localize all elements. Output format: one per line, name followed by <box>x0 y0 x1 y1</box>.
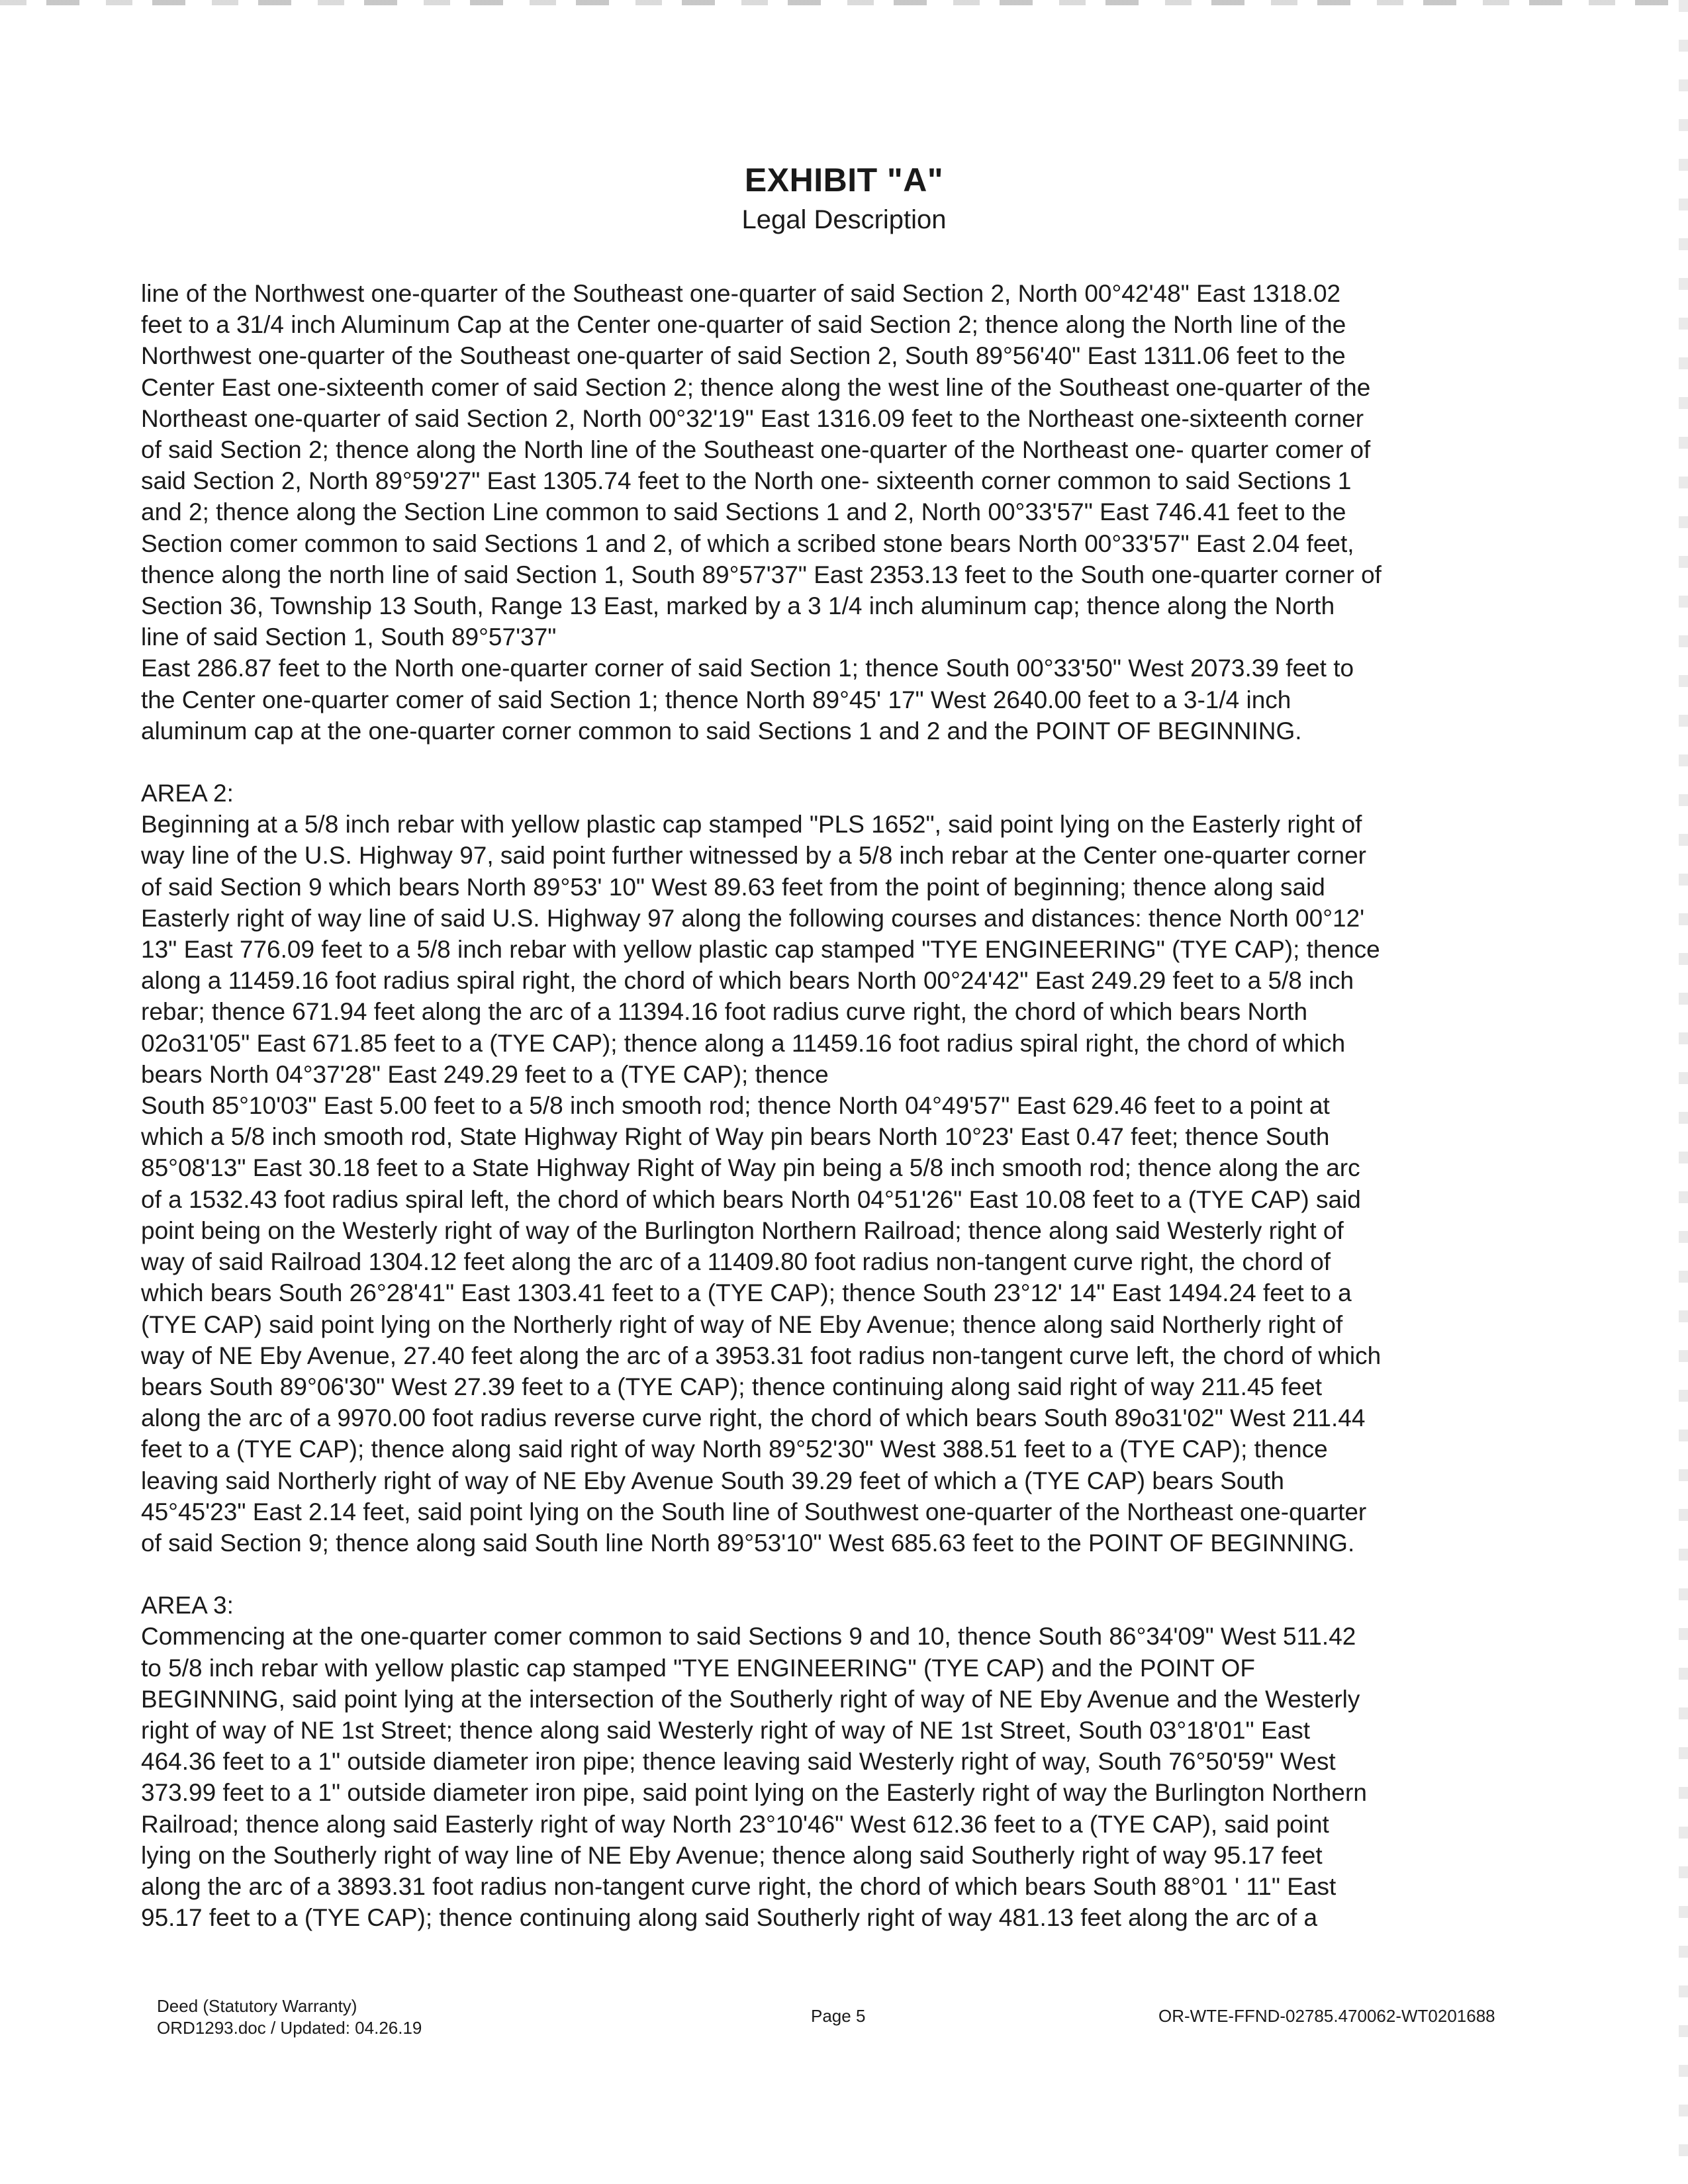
scan-artifact-top <box>0 0 1688 5</box>
text-line: said Section 2, North 89°59'27" East 1305.74 feet to the North one- sixteenth corner common to said Sections 1 <box>141 467 1352 495</box>
text-line: South 85°10'03" East 5.00 feet to a 5/8 inch smooth rod; thence North 04°49'57" East 629.46 feet to a point at <box>141 1092 1330 1120</box>
text-line: feet to a (TYE CAP); thence along said right of way North 89°52'30" West 388.51 feet to a (TYE CAP); thence <box>141 1435 1328 1463</box>
text-line: of a 1532.43 foot radius spiral left, the chord of which bears North 04°51'26" East 10.08 feet to a (TYE CAP) said <box>141 1185 1361 1213</box>
text-line: which bears South 26°28'41" East 1303.41 feet to a (TYE CAP); thence South 23°12' 14" East 1494.24 feet to a <box>141 1279 1352 1307</box>
text-line: line of the Northwest one-quarter of the Southeast one-quarter of said Section 2, North 00°42'48" East 1318.02 <box>141 280 1341 307</box>
text-line: Beginning at a 5/8 inch rebar with yellow plastic cap stamped "PLS 1652", said point lying on the Easterly right of <box>141 811 1362 839</box>
text-line: point being on the Westerly right of way of the Burlington Northern Railroad; thence along said Westerly right of <box>141 1216 1344 1244</box>
text-line: along the arc of a 3893.31 foot radius non-tangent curve right, the chord of which bears South 88°01 ' 11" East <box>141 1872 1336 1900</box>
footer-page-number: Page 5 <box>811 2006 866 2026</box>
area1-continuation-paragraph <box>141 278 1521 747</box>
area2-heading: AREA 2: <box>141 780 234 807</box>
exhibit-title: EXHIBIT "A" <box>744 161 944 199</box>
text-line: 95.17 feet to a (TYE CAP); thence continuing along said Southerly right of way 481.13 feet along the arc of a <box>141 1904 1318 1932</box>
text-line: bears South 89°06'30" West 27.39 feet to a (TYE CAP); thence continuing along said right of way 211.45 feet <box>141 1373 1323 1400</box>
footer-doc-file: ORD1293.doc / Updated: 04.26.19 <box>157 2018 422 2038</box>
text-line: rebar; thence 671.94 feet along the arc of a 11394.16 foot radius curve right, the chord of which bears North <box>141 998 1308 1026</box>
text-line: lying on the Southerly right of way line of NE Eby Avenue; thence along said Southerly right of way 95.17 feet <box>141 1841 1323 1869</box>
area2-paragraph <box>141 778 1521 1559</box>
text-line: of said Section 9; thence along said South line North 89°53'10" West 685.63 feet to the POINT OF BEGINNING. <box>141 1529 1355 1557</box>
text-line: bears North 04°37'28" East 249.29 feet to a (TYE CAP); thence <box>141 1060 829 1088</box>
text-line: 13" East 776.09 feet to a 5/8 inch rebar with yellow plastic cap stamped "TYE ENGINEERING" (TYE CAP); thence <box>141 936 1380 964</box>
text-line: Section 36, Township 13 South, Range 13 East, marked by a 3 1/4 inch aluminum cap; thence along the North <box>141 592 1335 620</box>
text-line: way line of the U.S. Highway 97, said point further witnessed by a 5/8 inch rebar at the Center one-quarter corner <box>141 842 1366 870</box>
exhibit-subtitle: Legal Description <box>741 205 947 234</box>
text-line: the Center one-quarter comer of said Section 1; thence North 89°45' 17" West 2640.00 feet to a 3-1/4 inch <box>141 686 1291 713</box>
text-line: way of NE Eby Avenue, 27.40 feet along the arc of a 3953.31 foot radius non-tangent curve left, the chord of which <box>141 1342 1382 1369</box>
text-line: and 2; thence along the Section Line common to said Sections 1 and 2, North 00°33'57" East 746.41 feet to the <box>141 498 1346 526</box>
text-line: 02o31'05" East 671.85 feet to a (TYE CAP); thence along a 11459.16 foot radius spiral right, the chord of which <box>141 1029 1346 1057</box>
text-line: Easterly right of way line of said U.S. Highway 97 along the following courses and distances: thence North 00°12' <box>141 904 1365 932</box>
text-line: Northeast one-quarter of said Section 2, North 00°32'19" East 1316.09 feet to the Northeast one-sixteenth corner <box>141 404 1364 432</box>
text-line: BEGINNING, said point lying at the intersection of the Southerly right of way of NE Eby Avenue and the Westerly <box>141 1685 1360 1713</box>
scan-artifact-right <box>1679 0 1688 2184</box>
text-line: feet to a 31/4 inch Aluminum Cap at the Center one-quarter of said Section 2; thence along the North line of the <box>141 311 1346 339</box>
text-line: leaving said Northerly right of way of NE Eby Avenue South 39.29 feet of which a (TYE CAP) bears South <box>141 1467 1284 1494</box>
text-line: thence along the north line of said Section 1, South 89°57'37" East 2353.13 feet to the South one-quarter corner of <box>141 561 1382 588</box>
text-line: way of said Railroad 1304.12 feet along the arc of a 11409.80 foot radius non-tangent curve right, the chord of <box>141 1248 1331 1276</box>
footer-doc-type: Deed (Statutory Warranty) <box>157 1996 357 2016</box>
text-line: East 286.87 feet to the North one-quarter corner of said Section 1; thence South 00°33'50" West 2073.39 feet to <box>141 655 1354 682</box>
text-line: which a 5/8 inch smooth rod, State Highway Right of Way pin bears North 10°23' East 0.47 feet; thence South <box>141 1123 1330 1151</box>
text-line: line of said Section 1, South 89°57'37" <box>141 623 557 651</box>
text-line: along the arc of a 9970.00 foot radius reverse curve right, the chord of which bears South 89o31'02" West 211.44 <box>141 1404 1366 1432</box>
text-line: Northwest one-quarter of the Southeast one-quarter of said Section 2, South 89°56'40" East 1311.06 feet to the <box>141 342 1346 370</box>
text-line: 45°45'23" East 2.14 feet, said point lying on the South line of Southwest one-quarter of the Northeast one-quarter <box>141 1498 1367 1525</box>
footer-order-number: OR-WTE-FFND-02785.470062-WT0201688 <box>1158 2006 1495 2026</box>
area3-heading: AREA 3: <box>141 1592 234 1619</box>
footer-document-info <box>157 1995 422 2039</box>
text-line: 373.99 feet to a 1" outside diameter iron pipe, said point lying on the Easterly right of way the Burlington Northern <box>141 1779 1367 1807</box>
text-line: right of way of NE 1st Street; thence along said Westerly right of way of NE 1st Street, South 03°18'01" East <box>141 1716 1310 1744</box>
text-line: to 5/8 inch rebar with yellow plastic cap stamped "TYE ENGINEERING" (TYE CAP) and the POINT OF <box>141 1654 1255 1682</box>
text-line: Commencing at the one-quarter comer common to said Sections 9 and 10, thence South 86°34'09" West 511.42 <box>141 1623 1356 1651</box>
text-line: of said Section 9 which bears North 89°53' 10" West 89.63 feet from the point of beginning; thence along said <box>141 873 1325 901</box>
text-line: Section comer common to said Sections 1 and 2, of which a scribed stone bears North 00°33'57" East 2.04 feet, <box>141 529 1354 557</box>
text-line: Center East one-sixteenth comer of said Section 2; thence along the west line of the Southeast one-quarter of the <box>141 373 1371 401</box>
text-line: along a 11459.16 foot radius spiral right, the chord of which bears North 00°24'42" East 249.29 feet to a 5/8 inch <box>141 967 1354 995</box>
text-line: 464.36 feet to a 1" outside diameter iron pipe; thence leaving said Westerly right of way, South 76°50'59" West <box>141 1748 1336 1776</box>
text-line: 85°08'13" East 30.18 feet to a State Highway Right of Way pin being a 5/8 inch smooth rod; thence along the arc <box>141 1154 1360 1182</box>
text-line: (TYE CAP) said point lying on the Northerly right of way of NE Eby Avenue; thence along said Northerly right of <box>141 1310 1343 1338</box>
area3-paragraph <box>141 1590 1521 1933</box>
legal-description-body <box>141 278 1521 1933</box>
text-line: Railroad; thence along said Easterly right of way North 23°10'46" West 612.36 feet to a (TYE CAP), said point <box>141 1810 1329 1838</box>
text-line: of said Section 2; thence along the North line of the Southeast one-quarter of the Northeast one- quarter comer of <box>141 436 1371 464</box>
text-line: aluminum cap at the one-quarter corner common to said Sections 1 and 2 and the POINT OF BEGINNING. <box>141 717 1302 745</box>
